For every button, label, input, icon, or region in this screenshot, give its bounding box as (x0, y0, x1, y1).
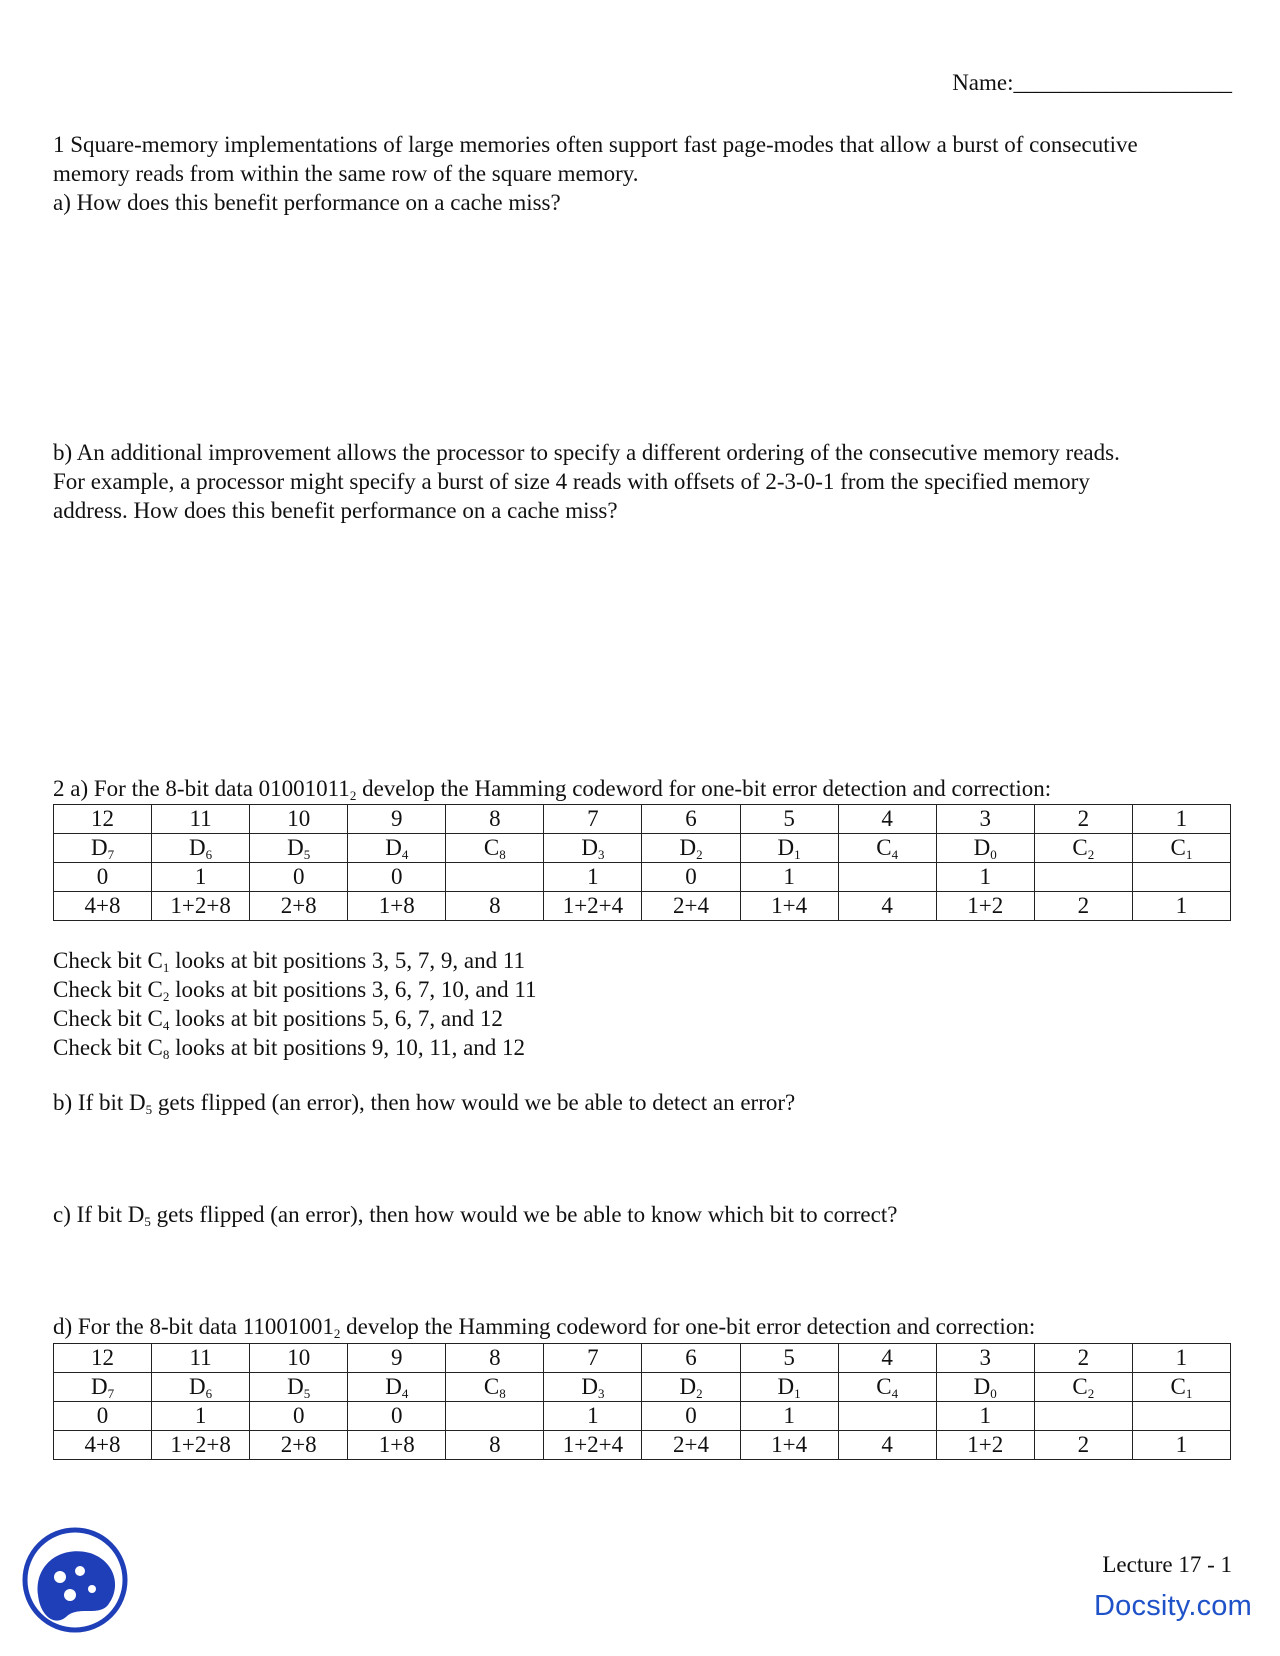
check-subscript: 1 (162, 960, 170, 975)
table-row-sum-row (54, 892, 1231, 921)
table-cell (152, 834, 250, 863)
cell-subscript: 1 (794, 847, 801, 862)
cell-subscript: 7 (107, 1386, 115, 1401)
cell-subscript: 5 (303, 847, 311, 862)
table-cell (1034, 1373, 1132, 1402)
check-bit-line (53, 1004, 1233, 1033)
table-cell (152, 1373, 250, 1402)
q2a-text: 2 a) For the 8-bit data 01001011 (53, 776, 350, 801)
table-cell (348, 834, 446, 863)
q2c-text: c) If bit D (53, 1202, 145, 1227)
cell-subscript: 3 (597, 1386, 605, 1401)
cell-letter: D (90, 835, 108, 860)
table-cell: 1+2+4 (544, 1431, 642, 1460)
table-cell (936, 834, 1034, 863)
question-1 (53, 130, 1233, 217)
table-cell (936, 1373, 1034, 1402)
table-cell: 1+2 (936, 1431, 1034, 1460)
check-text-suffix: looks at bit positions 5, 6, 7, and 12 (169, 1006, 503, 1031)
table-cell: 1+8 (348, 1431, 446, 1460)
table-cell: 3 (936, 805, 1034, 834)
table-cell (642, 1373, 740, 1402)
cell-letter: D (189, 1374, 206, 1399)
table-cell (446, 1373, 544, 1402)
q2-part-d (53, 1312, 1233, 1341)
table-cell: 1 (740, 1402, 838, 1431)
cell-subscript: 8 (499, 1386, 506, 1401)
check-bit-line (53, 946, 1233, 975)
table-cell: 1 (544, 863, 642, 892)
q2d-text: d) For the 8-bit data 11001001 (53, 1314, 334, 1339)
table-cell: 1 (936, 863, 1034, 892)
table-cell: 0 (54, 1402, 152, 1431)
table-row-label-row (54, 1373, 1231, 1402)
cell-letter: D (777, 1374, 795, 1399)
table-cell (446, 1402, 544, 1431)
cell-letter: D (287, 835, 304, 860)
docsity-link[interactable]: Docsity.com (1094, 1590, 1252, 1622)
cell-subscript: 6 (205, 1386, 213, 1401)
check-text-suffix: looks at bit positions 3, 5, 7, 9, and 11 (169, 948, 526, 973)
q2a-text-suffix: develop the Hamming codeword for one-bit error detection and correction: (356, 776, 1052, 801)
table-cell (446, 863, 544, 892)
table-cell: 11 (152, 1344, 250, 1373)
table-cell (348, 1373, 446, 1402)
check-subscript: 8 (162, 1047, 170, 1062)
table-cell: 1+2+4 (544, 892, 642, 921)
cell-letter: D (679, 835, 697, 860)
q2b-sub: 5 (145, 1102, 153, 1117)
table-cell: 4 (838, 1431, 936, 1460)
cell-letter: D (973, 1374, 991, 1399)
table-cell (54, 834, 152, 863)
table-cell: 7 (544, 805, 642, 834)
cell-letter: C (876, 1374, 892, 1399)
cell-letter: D (581, 1374, 598, 1399)
hamming-table-1 (53, 804, 1231, 921)
table-cell: 9 (348, 805, 446, 834)
cell-letter: C (1072, 835, 1088, 860)
table-cell: 8 (446, 1431, 544, 1460)
table-cell (838, 834, 936, 863)
cell-subscript: 7 (107, 847, 115, 862)
cell-subscript: 4 (401, 1386, 409, 1401)
cell-letter: C (1072, 1374, 1088, 1399)
table-cell: 0 (250, 863, 348, 892)
table-cell (544, 834, 642, 863)
table-cell (1132, 1373, 1230, 1402)
check-subscript: 2 (162, 989, 170, 1004)
q2d-text-suffix: develop the Hamming codeword for one-bit error detection and correction: (340, 1314, 1036, 1339)
cell-subscript: 4 (891, 1386, 899, 1401)
table-cell: 1 (152, 863, 250, 892)
table-cell: 0 (642, 1402, 740, 1431)
docsity-logo-icon (20, 1525, 130, 1635)
table-cell: 1+2+8 (152, 892, 250, 921)
table-cell (838, 1402, 936, 1431)
q1-part-b-line2: For example, a processor might specify a burst of size 4 reads with offsets of 2-3-0-1 from the specified memory (53, 469, 1090, 494)
table-cell: 2 (1034, 892, 1132, 921)
table-cell: 1+4 (740, 892, 838, 921)
table-row-position-row (54, 805, 1231, 834)
q1-intro-line2: memory reads from within the same row of the square memory. (53, 161, 639, 186)
table-cell (1034, 1402, 1132, 1431)
name-field-label: Name:___________________ (952, 70, 1232, 95)
cell-subscript: 4 (401, 847, 409, 862)
table-cell: 1 (740, 863, 838, 892)
table-cell (838, 1373, 936, 1402)
table-cell: 5 (740, 805, 838, 834)
table-cell (54, 1373, 152, 1402)
table-cell: 1+2 (936, 892, 1034, 921)
table-cell: 2 (1034, 1344, 1132, 1373)
cell-subscript: 1 (1185, 1386, 1193, 1401)
table-cell: 0 (348, 1402, 446, 1431)
q2-part-c (53, 1200, 1233, 1229)
table-cell: 4 (838, 805, 936, 834)
table-cell: 9 (348, 1344, 446, 1373)
table-cell: 4 (838, 892, 936, 921)
table-cell: 1 (1132, 805, 1230, 834)
cell-letter: D (385, 835, 402, 860)
table-cell: 2+8 (250, 892, 348, 921)
table-cell (250, 834, 348, 863)
table-cell (1034, 863, 1132, 892)
table-cell: 12 (54, 805, 152, 834)
cell-subscript: 5 (303, 1386, 311, 1401)
table-cell: 8 (446, 805, 544, 834)
table-cell: 1 (1132, 892, 1230, 921)
question-1b (53, 438, 1233, 525)
table-cell: 1 (544, 1402, 642, 1431)
hamming-table-2 (53, 1343, 1231, 1460)
table-cell: 4 (838, 1344, 936, 1373)
q2c-sub: 5 (144, 1214, 151, 1229)
cell-subscript: 2 (1087, 1386, 1095, 1401)
table-cell (446, 834, 544, 863)
table-cell: 2+8 (250, 1431, 348, 1460)
table-cell: 1 (936, 1402, 1034, 1431)
table-cell: 1 (1132, 1344, 1230, 1373)
cell-subscript: 0 (990, 1386, 997, 1401)
check-text: Check bit C (53, 948, 163, 973)
cell-subscript: 6 (205, 847, 213, 862)
table-cell: 2+4 (642, 1431, 740, 1460)
table-cell: 3 (936, 1344, 1034, 1373)
q2-part-a (53, 774, 1233, 803)
table-cell (544, 1373, 642, 1402)
table-row-bit-row (54, 1402, 1231, 1431)
table-cell: 2+4 (642, 892, 740, 921)
table-cell: 4+8 (54, 892, 152, 921)
q2c-text-suffix: gets flipped (an error), then how would we be able to know which bit to correct? (150, 1202, 898, 1227)
table-cell: 6 (642, 805, 740, 834)
table-cell (1132, 863, 1230, 892)
cell-subscript: 8 (499, 847, 506, 862)
table-cell: 11 (152, 805, 250, 834)
check-bit-line (53, 1033, 1233, 1062)
cell-letter: C (483, 1374, 500, 1399)
q1-part-a: a) How does this benefit performance on a cache miss? (53, 190, 561, 215)
table-cell: 12 (54, 1344, 152, 1373)
cell-subscript: 2 (1087, 847, 1095, 862)
table-cell: 1 (1132, 1431, 1230, 1460)
table-cell: 4+8 (54, 1431, 152, 1460)
table-cell: 1 (152, 1402, 250, 1431)
check-text: Check bit C (53, 1006, 163, 1031)
table-cell: 1+2+8 (152, 1431, 250, 1460)
table-cell: 1+4 (740, 1431, 838, 1460)
table-cell (250, 1373, 348, 1402)
table-row-position-row (54, 1344, 1231, 1373)
table-cell (740, 834, 838, 863)
check-text: Check bit C (53, 1035, 163, 1060)
table-cell: 0 (348, 863, 446, 892)
check-subscript: 4 (162, 1018, 170, 1033)
check-text-suffix: looks at bit positions 9, 10, 11, and 12 (169, 1035, 526, 1060)
check-bit-line (53, 975, 1233, 1004)
table-cell: 6 (642, 1344, 740, 1373)
cell-letter: D (777, 835, 795, 860)
q2b-text: b) If bit D (53, 1090, 146, 1115)
cell-letter: C (483, 835, 500, 860)
q1-part-b-line3: address. How does this benefit performance on a cache miss? (53, 498, 618, 523)
cell-subscript: 2 (696, 1386, 703, 1401)
table-cell (740, 1373, 838, 1402)
check-bit-list (53, 946, 1233, 1062)
table-cell: 0 (642, 863, 740, 892)
table-cell: 0 (54, 863, 152, 892)
q2a-base: 2 (349, 788, 357, 803)
cell-letter: D (385, 1374, 402, 1399)
lecture-label: Lecture 17 - 1 (1102, 1552, 1232, 1577)
q2b-text-suffix: gets flipped (an error), then how would we be able to detect an error? (152, 1090, 796, 1115)
cell-letter: D (973, 835, 991, 860)
table-cell: 8 (446, 892, 544, 921)
q2-part-b (53, 1088, 1233, 1117)
table-cell: 2 (1034, 1431, 1132, 1460)
cell-letter: D (189, 835, 206, 860)
cell-subscript: 0 (990, 847, 997, 862)
table-cell (1132, 834, 1230, 863)
table-cell: 2 (1034, 805, 1132, 834)
table-cell: 1+8 (348, 892, 446, 921)
cell-letter: C (1170, 835, 1186, 860)
q1-intro-line1: 1 Square-memory implementations of large memories often support fast page-modes that allow a burst of consecutive (53, 132, 1138, 157)
table-cell: 0 (250, 1402, 348, 1431)
cell-letter: D (679, 1374, 697, 1399)
cell-letter: D (90, 1374, 108, 1399)
q1-part-b-line1: b) An additional improvement allows the processor to specify a different ordering of the consecutive memory reads. (53, 440, 1120, 465)
cell-subscript: 1 (794, 1386, 801, 1401)
table-cell: 10 (250, 805, 348, 834)
cell-letter: D (581, 835, 598, 860)
table-cell: 10 (250, 1344, 348, 1373)
table-cell (1034, 834, 1132, 863)
table-row-sum-row (54, 1431, 1231, 1460)
check-text-suffix: looks at bit positions 3, 6, 7, 10, and 11 (169, 977, 537, 1002)
table-row-label-row (54, 834, 1231, 863)
cell-subscript: 2 (696, 847, 703, 862)
cell-letter: C (876, 835, 892, 860)
q2d-base: 2 (333, 1326, 341, 1341)
cell-letter: C (1170, 1374, 1186, 1399)
table-cell: 7 (544, 1344, 642, 1373)
cell-subscript: 4 (891, 847, 899, 862)
table-cell (838, 863, 936, 892)
table-cell: 5 (740, 1344, 838, 1373)
check-text: Check bit C (53, 977, 163, 1002)
table-row-bit-row (54, 863, 1231, 892)
table-cell: 8 (446, 1344, 544, 1373)
cell-letter: D (287, 1374, 304, 1399)
cell-subscript: 3 (597, 847, 605, 862)
table-cell (642, 834, 740, 863)
table-cell (1132, 1402, 1230, 1431)
cell-subscript: 1 (1185, 847, 1193, 862)
